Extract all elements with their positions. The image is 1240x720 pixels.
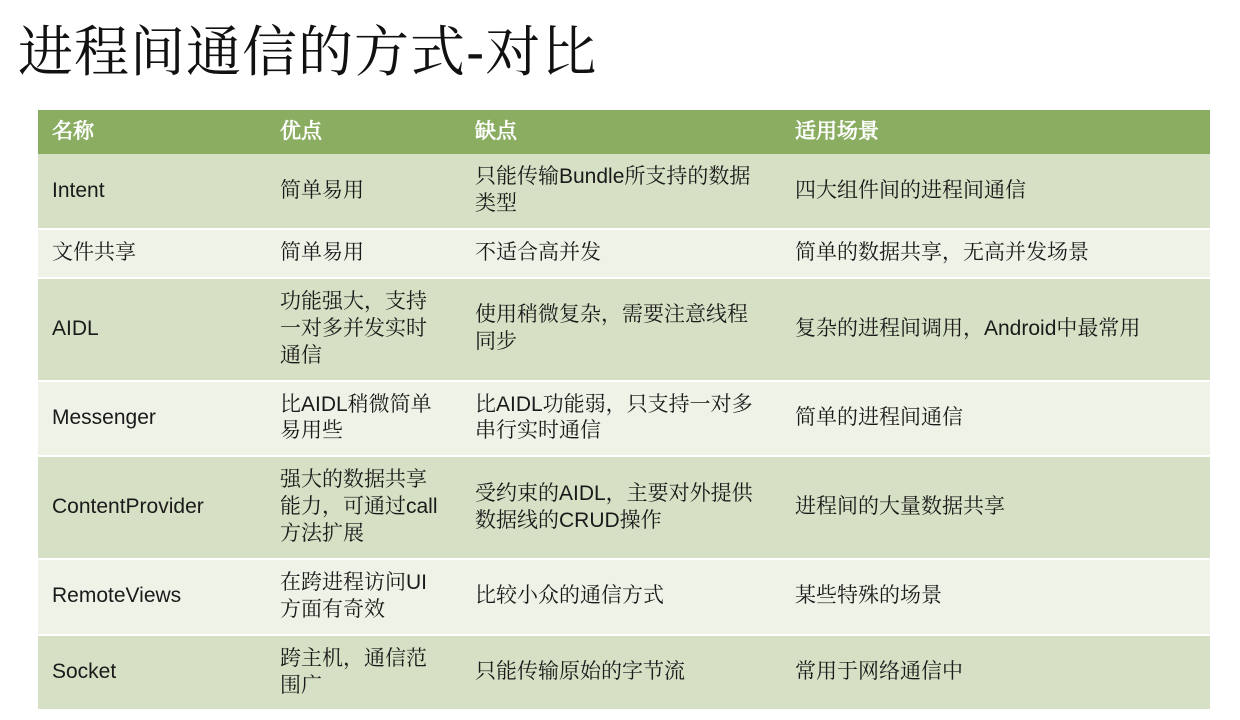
table-header-row [38, 110, 1210, 154]
comparison-table-container [38, 110, 1210, 709]
cell-pros: 强大的数据共享能力，可通过call方法扩展 [266, 456, 461, 559]
comparison-table [38, 110, 1210, 709]
cell-name: Socket [38, 635, 266, 710]
cell-pros: 简单易用 [266, 229, 461, 278]
cell-name: 文件共享 [38, 229, 266, 278]
cell-pros: 比AIDL稍微简单易用些 [266, 381, 461, 457]
page-title: 进程间通信的方式-对比 [18, 21, 598, 83]
cell-cons: 比较小众的通信方式 [461, 559, 781, 635]
cell-name: RemoteViews [38, 559, 266, 635]
table-row [38, 278, 1210, 381]
cell-scenario: 简单的进程间通信 [781, 381, 1210, 457]
cell-name: ContentProvider [38, 456, 266, 559]
cell-name: Messenger [38, 381, 266, 457]
cell-scenario: 某些特殊的场景 [781, 559, 1210, 635]
cell-scenario: 进程间的大量数据共享 [781, 456, 1210, 559]
cell-pros: 功能强大，支持一对多并发实时通信 [266, 278, 461, 381]
column-header-name: 名称 [38, 110, 266, 154]
cell-scenario: 四大组件间的进程间通信 [781, 154, 1210, 229]
column-header-scenario: 适用场景 [781, 110, 1210, 154]
table-row [38, 559, 1210, 635]
table-row [38, 381, 1210, 457]
cell-scenario: 复杂的进程间调用，Android中最常用 [781, 278, 1210, 381]
cell-cons: 比AIDL功能弱，只支持一对多串行实时通信 [461, 381, 781, 457]
column-header-pros: 优点 [266, 110, 461, 154]
column-header-cons: 缺点 [461, 110, 781, 154]
table-body [38, 154, 1210, 709]
cell-cons: 使用稍微复杂，需要注意线程同步 [461, 278, 781, 381]
cell-pros: 在跨进程访问UI方面有奇效 [266, 559, 461, 635]
cell-cons: 受约束的AIDL，主要对外提供数据线的CRUD操作 [461, 456, 781, 559]
table-row [38, 154, 1210, 229]
table-row [38, 229, 1210, 278]
cell-cons: 只能传输原始的字节流 [461, 635, 781, 710]
cell-pros: 简单易用 [266, 154, 461, 229]
cell-name: Intent [38, 154, 266, 229]
table-row [38, 635, 1210, 710]
cell-name: AIDL [38, 278, 266, 381]
cell-scenario: 常用于网络通信中 [781, 635, 1210, 710]
table-header [38, 110, 1210, 154]
cell-cons: 只能传输Bundle所支持的数据类型 [461, 154, 781, 229]
cell-scenario: 简单的数据共享，无高并发场景 [781, 229, 1210, 278]
cell-pros: 跨主机，通信范围广 [266, 635, 461, 710]
cell-cons: 不适合高并发 [461, 229, 781, 278]
table-row [38, 456, 1210, 559]
